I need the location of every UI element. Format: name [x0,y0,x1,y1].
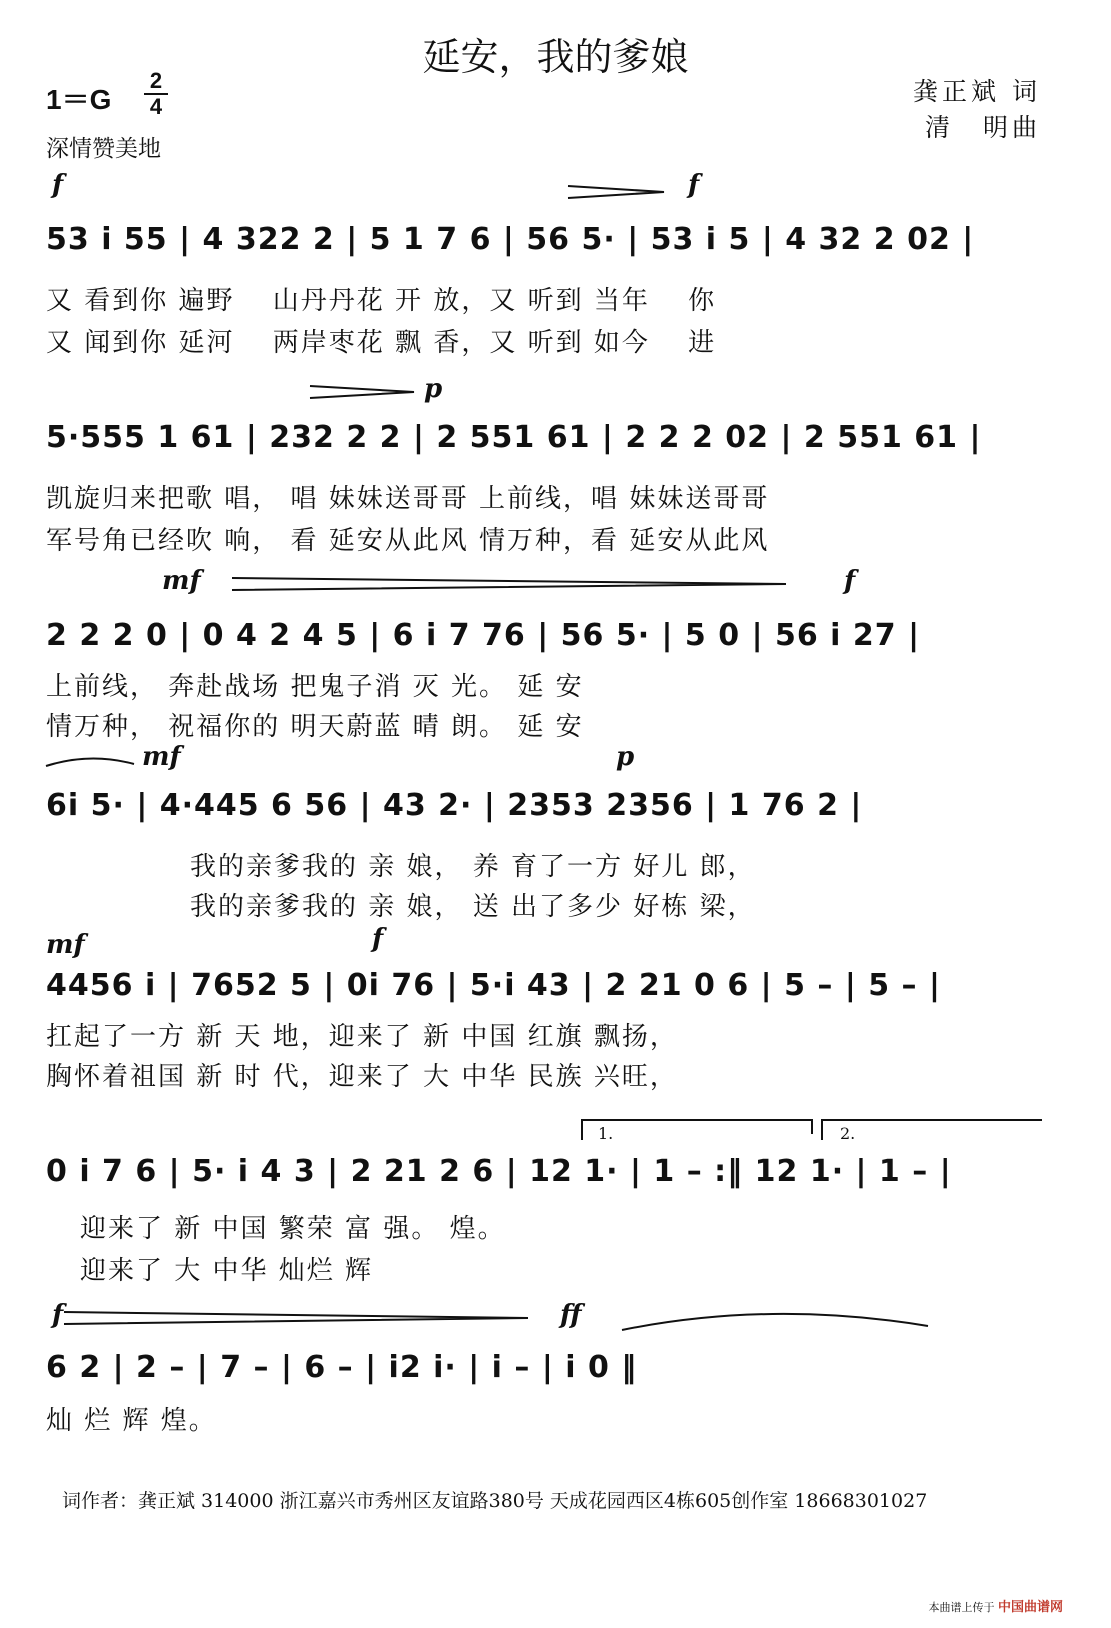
lyric-verse-1: 我的亲爹我的 亲 娘， 养 育了一方 好儿 郎， [190,852,756,882]
footer-contact: 词作者：龚正斌 314000 浙江嘉兴市秀州区友谊路380号 天成花园西区4栋605创作室 18668301027 [62,1490,928,1512]
decrescendo-hairpin [310,386,414,398]
dynamic-mark: f [688,170,700,200]
volta-ending-2: 2. [840,1124,856,1143]
lyric-verse-2: 我的亲爹我的 亲 娘， 送 出了多少 好栋 梁， [190,892,756,922]
dynamic-mark: mf [46,930,85,960]
lyric-verse-1: 灿 烂 辉 煌。 [46,1406,217,1436]
decrescendo-hairpin [232,578,786,590]
time-signature-bottom: 4 [149,94,163,119]
lyric-verse-2: 情万种， 祝福你的 明天蔚蓝 晴 朗。 延 安 [46,712,584,742]
lyricist-credit: 龚正斌 词 [913,77,1041,106]
notation-line: 2 2 2 0 | 0 4 2 4 5 | 6 i 7 76 | 56 5· | 5 0 | 56 i 27 | [46,618,921,653]
site-logo: 中国曲谱网 [997,1600,1063,1615]
notation-line: 53 i 55 | 4 322 2 | 5 1 7 6 | 56 5· | 53 i 5 | 4 32 2 02 | [46,222,975,257]
lyric-verse-1: 扛起了一方 新 天 地，迎来了 新 中国 红旗 飘扬， [46,1022,678,1052]
upload-note [928,1596,1063,1615]
decrescendo-hairpin [568,186,664,198]
lyric-verse-2: 迎来了 大 中华 灿烂 辉 [80,1256,374,1286]
decrescendo-hairpin [64,1312,528,1324]
dynamic-mark: f [52,1300,64,1330]
lyric-verse-2: 胸怀着祖国 新 时 代，迎来了 大 中华 民族 兴旺， [46,1062,678,1092]
lyric-verse-1: 上前线， 奔赴战场 把鬼子消 灭 光。 延 安 [46,672,584,702]
key-signature: 1＝G [46,84,112,115]
composer-credit: 清 明曲 [924,113,1041,142]
dynamic-mark: f [844,566,856,596]
lyric-verse-2: 军号角已经吹 响， 看 延安从此风 情万种，看 延安从此风 [46,526,770,556]
dynamic-mark: ff [560,1300,582,1330]
dynamic-mark: f [372,924,384,954]
dynamic-mark: f [52,170,64,200]
notation-line: 5·555 1 61 | 232 2 2 | 2 551 61 | 2 2 2 02 | 2 551 61 | [46,420,982,455]
notation-line: 6i 5· | 4·445 6 56 | 43 2· | 2353 2356 | 1 76 2 | [46,788,863,823]
volta-bracket-2 [822,1120,1042,1140]
expression-mark: 深情赞美地 [46,136,161,162]
tie-slur [622,1314,928,1330]
upload-label: 本曲谱上传于 [928,1601,995,1614]
tie-slur [46,758,134,766]
notation-line: 6 2 | 2 – | 7 – | 6 – | i2 i· | i – | i 0 ‖ [46,1350,638,1385]
dynamic-mark: p [424,374,443,404]
dynamic-mark: mf [162,566,201,596]
volta-bracket-1 [582,1120,812,1140]
lyric-verse-1: 凯旋归来把歌 唱， 唱 妹妹送哥哥 上前线，唱 妹妹送哥哥 [46,484,770,514]
lyric-verse-2: 又 闻到你 延河 两岸枣花 飘 香，又 听到 如今 进 [46,328,717,358]
lyric-verse-1: 迎来了 新 中国 繁荣 富 强。 煌。 [80,1214,506,1244]
lyric-verse-1: 又 看到你 遍野 山丹丹花 开 放，又 听到 当年 你 [46,286,717,316]
notation-line: 4456 i | 7652 5 | 0i 76 | 5·i 43 | 2 21 0 6 | 5 – | 5 – | [46,968,941,1003]
volta-ending-1: 1. [598,1124,614,1143]
notation-line: 0 i 7 6 | 5· i 4 3 | 2 21 2 6 | 12 1· | 1 – :‖ 12 1· | 1 – | [46,1154,952,1189]
dynamic-mark: mf [142,742,181,772]
dynamic-mark: p [616,742,635,772]
time-signature-top: 2 [149,68,163,93]
page-title: 延安，我的爹娘 [422,35,689,79]
